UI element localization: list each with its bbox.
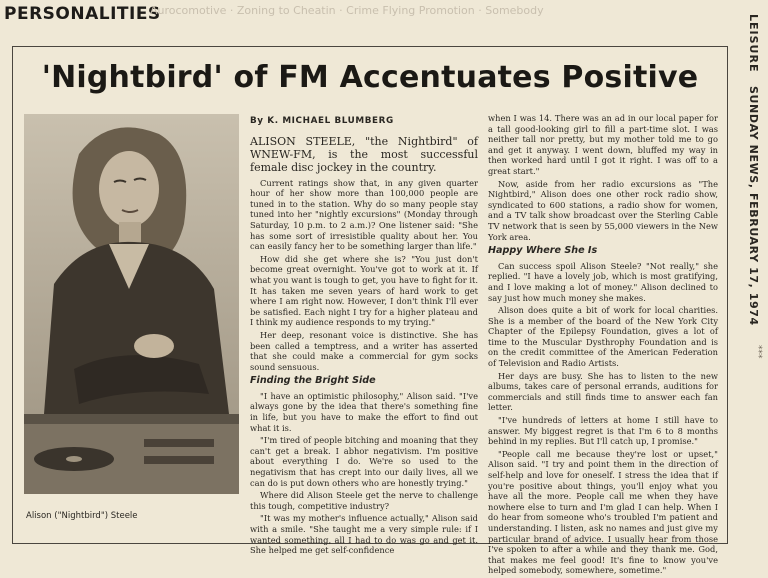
- section-label: PERSONALITIES: [4, 4, 161, 24]
- paragraph: "I have an optimistic philosophy," Alison said. "I've always gone by the idea that there's something fine in life, but you have to make the effort to find out what it is.: [250, 390, 478, 433]
- paragraph: "I'm tired of people bitching and moaning that they can't get a break. I abhor negativism. I'm positive about everything I do. We're so used to the negativism that has crept into our daily lives, all we can do is put down others who are honestly trying.": [250, 435, 478, 488]
- paragraph: Can success spoil Alison Steele? "Not really," she replied. "I have a lovely job, which is most gratifying, and I love making a lot of money." Alison declined to say just how much money she makes.: [488, 260, 718, 303]
- paragraph: when I was 14. There was an ad in our local paper for a tall good-looking girl to fill a part-time slot. I was neither tall nor pretty, but my mother told me to go and get it anyway. I went down, bluffed my way in then worked hard until I got it right. I was off to a great start.": [488, 113, 718, 176]
- paragraph: "I've hundreds of letters at home I still have to answer. My biggest regret is that I'm 6 to 8 months behind in my replies. But I'll catch up, I promise.": [488, 415, 718, 447]
- subhead-happy: Happy Where She Is: [488, 245, 598, 257]
- paragraph: Current ratings show that, in any given quarter hour of her show more than 100,000 people are tuned in to the station. Why do so many people stay tuned into her "nightly excursions" (Monday through Saturday, 10 p.m. to 2 a.m.)? One listener said: "She has some sort of irresistible quality about her. You can easily fancy her to be something larger than life.": [250, 177, 478, 252]
- article-column-3: [488, 113, 718, 578]
- portrait-illustration: [24, 114, 239, 494]
- paragraph: "People call me because they're lost or upset," Alison said. "I try and point them in the direction of self-help and love for oneself. I stress the idea that if you're positive about things, you'll enjoy what you have all the more. People call me when they have nowhere else to turn and I'm glad I can help. When I do hear from someone who's troubled I'm patient and understanding. I listen, ask no names and just give my particular brand of advice. I usually hear from those I've spoken to after a while and they thank me. God, that makes me feel good! It's fine to know you've helped somebody, somewhere, sometime.": [488, 448, 718, 576]
- page-mark: ***: [753, 345, 763, 359]
- subhead-bright-side: Finding the Bright Side: [250, 375, 376, 387]
- paragraph: Her deep, resonant voice is distinctive. She has been called a temptress, and a writer has asserted that she could make a commercial for gym socks sound sensuous.: [250, 329, 478, 372]
- paragraph: How did she get where she is? "You just don't become great overnight. You've got to work at it. If what you want is tough to get, you have to fight for it. It has taken me seven years of hard work to get where I am right now. However, I don't think I'll ever be satisfied. Each night I try for a higher plateau and I think my audience responds to my trying.": [250, 253, 478, 328]
- paragraph: "It was my mother's influence actually," Alison said with a smile. "She taught me a very simple rule: if I wanted something, all I had to do was go and get it. She helped me get self-confidence: [250, 513, 478, 556]
- faint-header-text: Aurocomotive · Zoning to Cheatin · Crime Flying Promotion · Somebody: [150, 4, 544, 17]
- portrait-photo: [24, 114, 239, 494]
- side-section-label: LEISURE: [747, 14, 760, 73]
- paragraph: Her days are busy. She has to listen to the new albums, takes care of personal errands, auditions for commercials and still finds time to answer each fan letter.: [488, 370, 718, 413]
- side-date-label: SUNDAY NEWS, FEBRUARY 17, 1974: [747, 86, 760, 326]
- paragraph: Alison does quite a bit of work for local charities. She is a member of the board of the New York City Chapter of the Epilepsy Foundation, gives a lot of time to the Muscular Dysthrophy Foundation and is on the credit committee of the American Federation of Television and Radio Artists.: [488, 305, 718, 369]
- byline: By K. MICHAEL BLUMBERG: [250, 116, 394, 126]
- article-column-2: [250, 116, 478, 558]
- lead-paragraph: ALISON STEELE, "the Nightbird" of WNEW-FM, is the most successful female disc jockey in the country.: [250, 134, 478, 174]
- headline: 'Nightbird' of FM Accentuates Positive: [41, 60, 699, 95]
- paragraph: Now, aside from her radio excursions as "The Nightbird," Alison does one other rock radio show, syndicated to 600 stations, a radio show for women, and a TV talk show broadcast over the Sterling Cable TV network that is seen by 55,000 viewers in the New York area.: [488, 178, 718, 242]
- paragraph: Where did Alison Steele get the nerve to challenge this tough, competitive industry?: [250, 490, 478, 511]
- photo-caption: Alison ("Nightbird") Steele: [26, 511, 138, 521]
